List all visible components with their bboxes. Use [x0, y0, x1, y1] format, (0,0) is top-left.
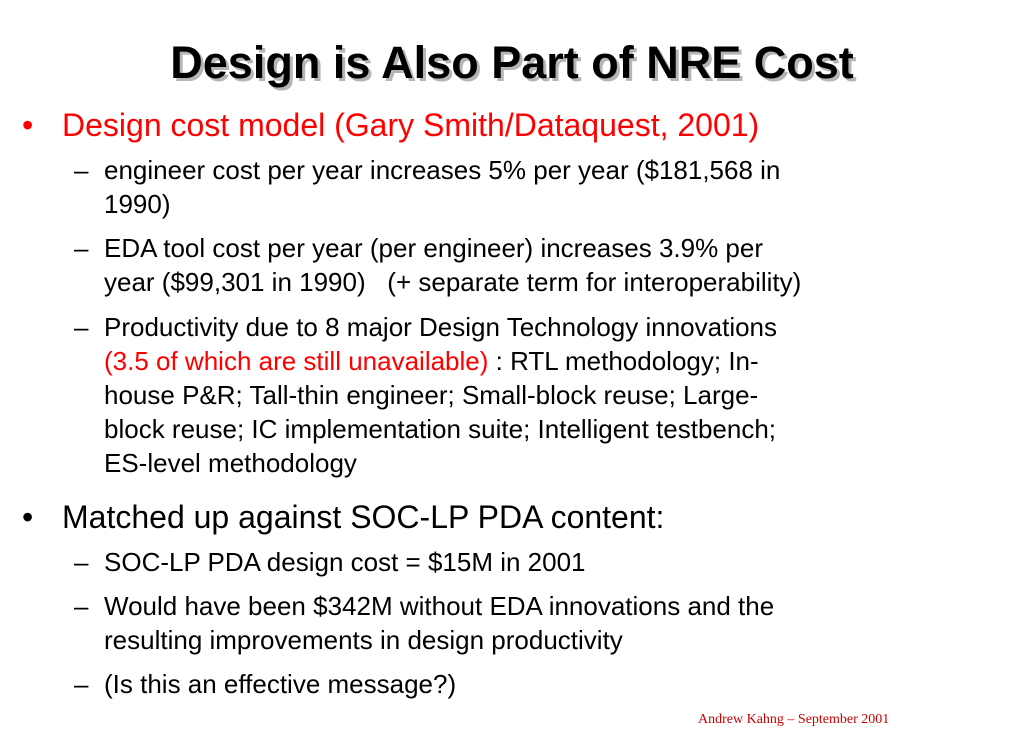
subitem-line: Productivity due to 8 major Design Technology innovations [104, 312, 778, 342]
bullet-marker: • [22, 107, 34, 143]
dash-marker: – [74, 155, 89, 185]
subitem-line: house P&R; Tall-thin engineer; Small-block reuse; Large- [104, 380, 759, 410]
subitem-line: ES-level methodology [104, 448, 357, 478]
subitem-line: resulting improvements in design productivity [104, 625, 623, 655]
subitem-line: engineer cost per year increases 5% per year ($181,568 in [104, 155, 781, 185]
subitem-line [104, 344, 984, 378]
subitem-line: (Is this an effective message?) [104, 669, 457, 699]
unavailable-note: (3.5 of which are still unavailable) [104, 346, 489, 376]
subitem-line: block reuse; IC implementation suite; Intelligent testbench; [104, 414, 777, 444]
dash-marker: – [74, 233, 89, 263]
bullet-text: Design cost model (Gary Smith/Dataquest, 2001) [62, 107, 760, 143]
dash-marker: – [74, 312, 89, 342]
subitem-line-rest: : RTL methodology; In- [488, 346, 759, 376]
subitem-line: 1990) [104, 189, 171, 219]
subitem-line: Would have been $342M without EDA innovations and the [104, 591, 775, 621]
dash-marker: – [74, 669, 89, 699]
bullet-marker: • [22, 499, 34, 535]
footer-credit: Andrew Kahng – September 2001 [698, 712, 890, 727]
slide-title: Design is Also Part of NRE Cost [170, 37, 854, 88]
dash-marker: – [74, 547, 89, 577]
dash-marker: – [74, 591, 89, 621]
subitem-line: year ($99,301 in 1990) (+ separate term for interoperability) [104, 267, 802, 297]
subitem-line: SOC-LP PDA design cost = $15M in 2001 [104, 547, 586, 577]
subitem-line: EDA tool cost per year (per engineer) increases 3.9% per [104, 233, 764, 263]
bullet-text: Matched up against SOC-LP PDA content: [62, 499, 665, 535]
